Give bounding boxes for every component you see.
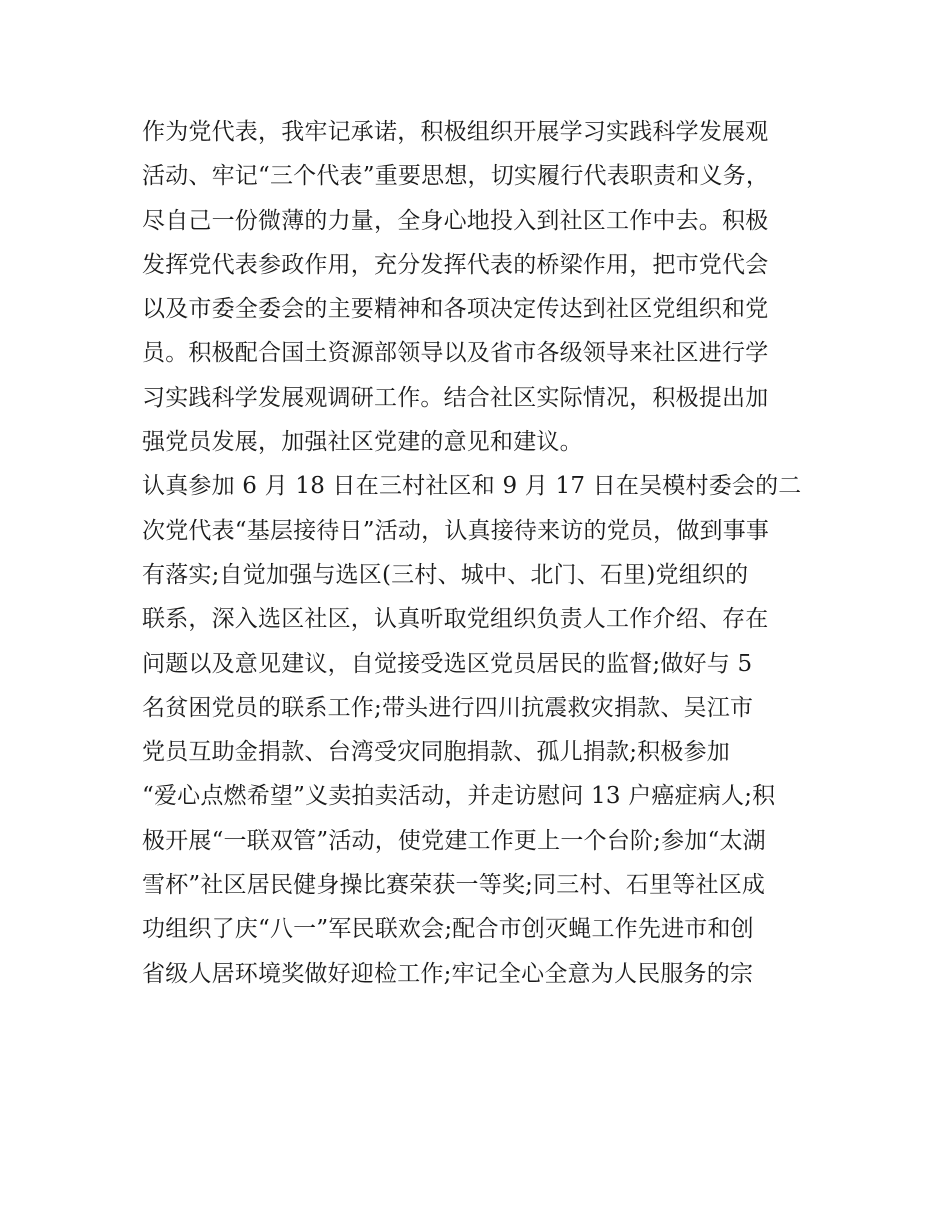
text-line: 认真参加 6 月 18 日在三村社区和 9 月 17 日在吴模村委会的二 <box>142 473 802 500</box>
text-line: 习实践科学发展观调研工作。结合社区实际情况，积极提出加 <box>142 384 769 411</box>
text-line: 强党员发展，加强社区党建的意见和建议。 <box>142 429 583 456</box>
text-line: 作为党代表，我牢记承诺，积极组织开展学习实践科学发展观 <box>142 119 769 145</box>
text-line: 发挥党代表参政作用，充分发挥代表的桥梁作用，把市党代会 <box>142 251 769 278</box>
text-line: “爱心点燃希望”义卖拍卖活动，并走访慰问 13 户癌症病人;积 <box>142 783 776 810</box>
body-text <box>142 110 822 996</box>
text-line: 尽自己一份微薄的力量，全身心地投入到社区工作中去。积极 <box>142 207 769 234</box>
text-line: 极开展“一联双管”活动，使党建工作更上一个台阶;参加“太湖 <box>142 827 766 854</box>
text-line: 以及市委全委会的主要精神和各项决定传达到社区党组织和党 <box>142 296 769 323</box>
text-line: 名贫困党员的联系工作;带头进行四川抗震救灾捐款、吴江市 <box>142 694 754 721</box>
text-line: 省级人居环境奖做好迎检工作;牢记全心全意为人民服务的宗 <box>142 960 754 987</box>
text-line: 雪杯”社区居民健身操比赛荣获一等奖;同三村、石里等社区成 <box>142 872 766 899</box>
text-line: 员。积极配合国土资源部领导以及省市各级领导来社区进行学 <box>142 340 769 367</box>
text-line: 活动、牢记“三个代表”重要思想，切实履行代表职责和义务， <box>142 163 770 190</box>
text-line: 党员互助金捐款、台湾受灾同胞捐款、孤儿捐款;积极参加 <box>142 739 730 766</box>
text-line: 功组织了庆“八一”军民联欢会;配合市创灭蝇工作先进市和创 <box>142 916 754 943</box>
text-line: 有落实;自觉加强与选区(三村、城中、北门、石里)党组织的 <box>142 561 749 588</box>
text-line: 联系，深入选区社区，认真听取党组织负责人工作介绍、存在 <box>142 606 769 633</box>
text-line: 问题以及意见建议，自觉接受选区党员居民的监督;做好与 5 <box>142 650 753 677</box>
text-line: 次党代表“基层接待日”活动，认真接待来访的党员，做到事事 <box>142 517 770 544</box>
